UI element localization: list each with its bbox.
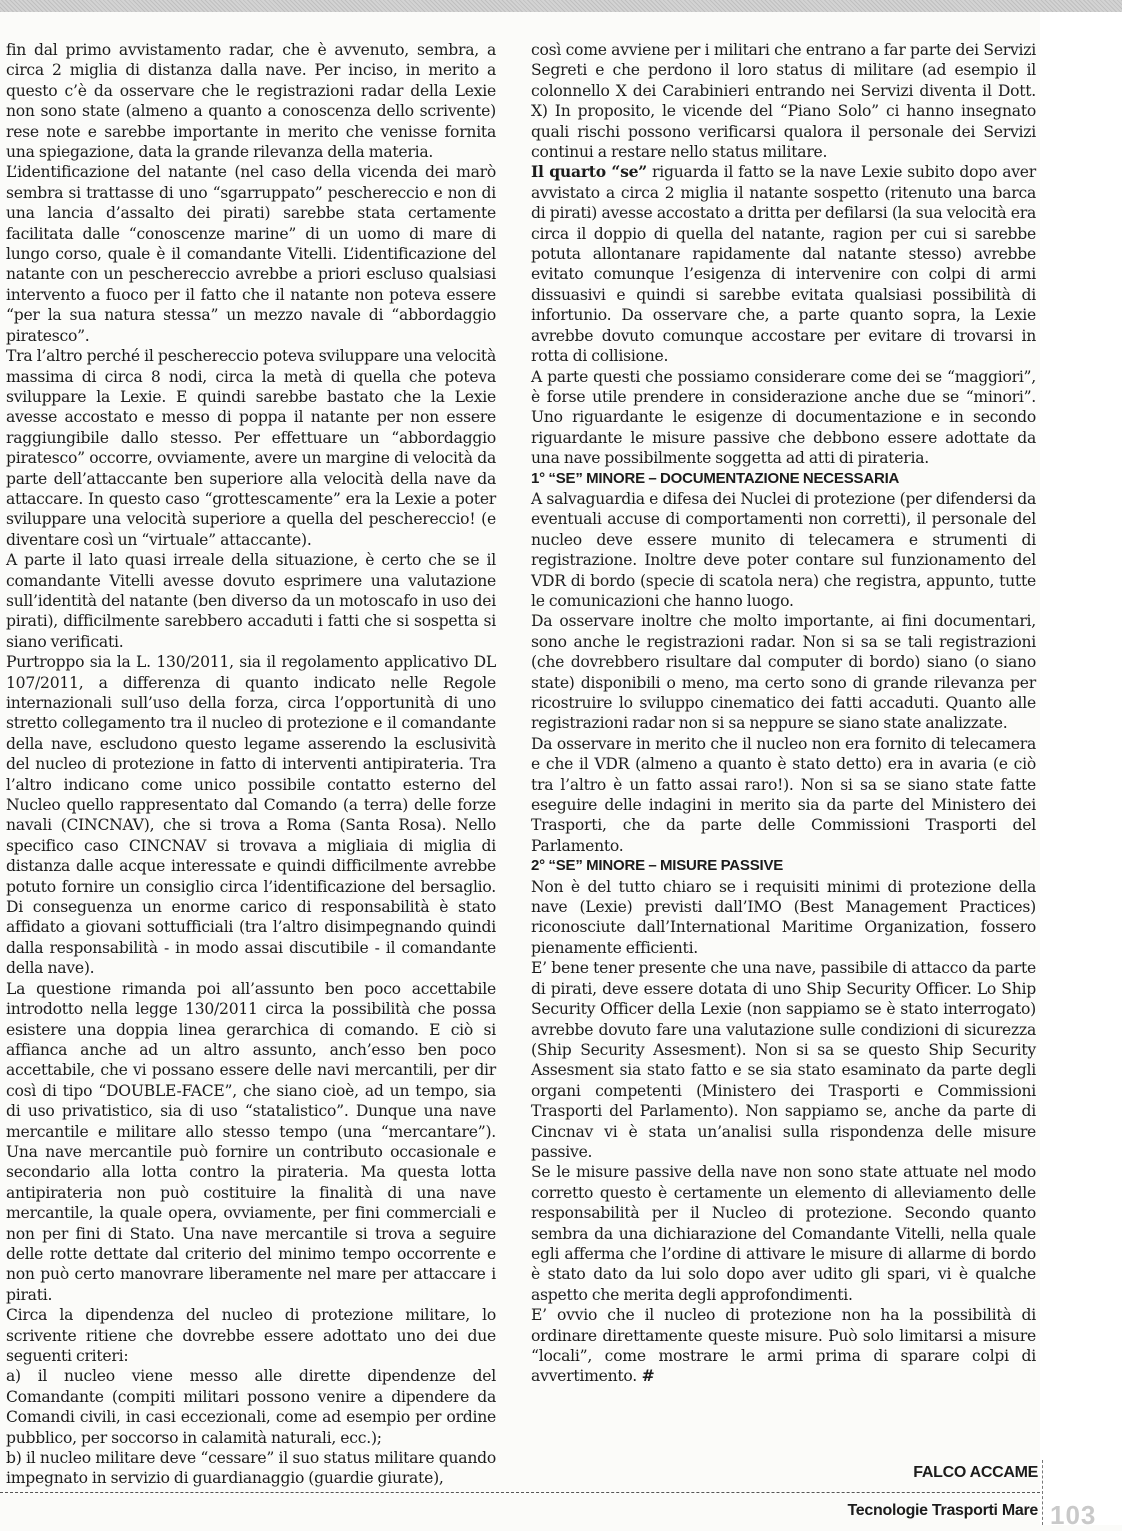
paragraph: a) il nucleo viene messo alle dirette dipendenze del Comandante (compiti militari possono venire a dipendere da Comandi civili, in casi eccezionali, come ad esempio per ordine pubblico, per soccorso in calamità naturali, ecc.); bbox=[6, 1367, 496, 1447]
paragraph: b) il nucleo militare deve “cessare” il suo status militare quando impegnato in servizio di guardianaggio (guardie giurate), bbox=[6, 1449, 496, 1488]
article-column-left bbox=[6, 40, 496, 1489]
footer-divider bbox=[0, 1492, 1040, 1493]
page-right-margin bbox=[1040, 12, 1122, 1525]
footer-vertical-divider bbox=[1042, 1460, 1043, 1525]
paragraph-text: riguarda il fatto se la nave Lexie subito dopo aver avvistato a circa 2 miglia il natante sospetto (ritenuto una barca di pirati) avesse accostato a dritta per defilarsi (la sua velocità era circa il doppio di quella del natante, ragion per cui si sarebbe potuta allontanare rapidamente dal natante stesso) avrebbe evitato comunque l’esigenza di intervenire con colpi di armi dissuasivi e quindi si sarebbe evitata qualsiasi possibilità di infortunio. Da osservare che, a parte quanto sopra, la Lexie avrebbe dovuto comunque accostare per evitare di trovarsi in rotta di collisione. bbox=[531, 163, 1036, 366]
paragraph-lead: Il quarto “se” bbox=[531, 162, 648, 182]
paragraph: fin dal primo avvistamento radar, che è avvenuto, sembra, a circa 2 miglia di distanza dalla nave. Per inciso, in merito a questo c’è da osservare che le registrazioni radar della Lexie non sono state (almeno a quanto a conoscenza dello scrivente) rese note e sarebbe importante in merito che venisse fornita una spiegazione, data la grande rilevanza della materia. bbox=[6, 41, 496, 162]
paragraph: E’ bene tener presente che una nave, passibile di attacco da parte di pirati, deve essere dotata di uno Ship Security Officer. Lo Ship Security Officer della Lexie (non sappiamo se è stato interrogato) avrebbe dovuto fare una valutazione sulle condizioni di sicurezza (Ship Security Assesment). Non si sa se questo Ship Security Assesment sia stato fatto e se sia stato esaminato da parte degli organi competenti (Ministero dei Trasporti e Commissioni Trasporti del Parlamento). Non sappiamo se, anche da parte di Cincnav vi è stata un’analisi sulla rispondenza delle misure passive. bbox=[531, 959, 1036, 1161]
scan-top-band bbox=[0, 0, 1122, 12]
paragraph: Non è del tutto chiaro se i requisiti minimi di protezione della nave (Lexie) previsti dall’IMO (Best Management Practices) riconosciute dall’International Maritime Organization, fossero pienamente efficienti. bbox=[531, 877, 1036, 957]
paragraph: Tra l’altro perché il peschereccio poteva sviluppare una velocità massima di circa 8 nodi, circa la metà di quella che poteva sviluppare la Lexie. E quindi sarebbe bastato che la Lexie avesse accostato e messo di poppa il natante per non essere raggiungibile dallo stesso. Per effettuare un “abbordaggio piratesco” occorre, ovviamente, avere un margine di velocità da parte dell’attaccante ben superiore alla velocità della nave da attaccare. In questo caso “grottescamente” era la Lexie a poter sviluppare una velocità superiore a quella del peschereccio! (e diventare così un “virtuale” attaccante). bbox=[6, 347, 496, 549]
paragraph bbox=[531, 1305, 1036, 1387]
section-heading-documentation: 1° “SE” MINORE – DOCUMENTAZIONE NECESSARIA bbox=[531, 469, 900, 487]
author-signature: FALCO ACCAME bbox=[913, 1464, 1038, 1481]
paragraph-text: E’ ovvio che il nucleo di protezione non ha la possibilità di ordinare direttamente queste misure. Può solo limitarsi a misure “locali”, come mostrare le armi prima di sparare colpi di avvertimento. bbox=[531, 1306, 1036, 1386]
paragraph: A parte il lato quasi irreale della situazione, è certo che se il comandante Vitelli avesse dovuto esprimere una valutazione sull’identità del natante (ben diverso da un motoscafo in uso dei pirati), difficilmente sarebbero accaduti i fatti che si sospetta si siano verificati. bbox=[6, 551, 496, 651]
article-column-right bbox=[531, 40, 1036, 1387]
paragraph: A parte questi che possiamo considerare come dei se “maggiori”, è forse utile prendere in considerazione anche due se “minori”. Uno riguardante le esigenze di documentazione e in secondo riguardante le misure passive che debbono essere adottate da una nave possibilmente soggetta ad atti di pirateria. bbox=[531, 367, 1036, 468]
paragraph: così come avviene per i militari che entrano a far parte dei Servizi Segreti e che perdono il loro status di militare (ad esempio il colonnello X dei Carabinieri entrando nei Servizi diventa il Dott. X) In proposito, le vicende del “Piano Solo” ci hanno insegnato quali rischi possono verificarsi qualora il personale dei Servizi continui a restare nello status militare. bbox=[531, 41, 1036, 162]
section-heading-passive-measures: 2° “SE” MINORE – MISURE PASSIVE bbox=[531, 857, 784, 875]
paragraph: Se le misure passive della nave non sono state attuate nel modo corretto questo è certamente un elemento di alleviamento delle responsabilità per il Nucleo di protezione. Secondo quanto sembra da una dichiarazione del Comandante Vitelli, nella quale egli afferma che l’ordine di attivare le misure di allarme di bordo è stato dato da lui solo dopo aver udito gli spari, vi è qualche aspetto che merita degli approfondimenti. bbox=[531, 1163, 1036, 1304]
paragraph bbox=[531, 162, 1036, 366]
magazine-name: Tecnologie Trasporti Mare bbox=[847, 1502, 1038, 1519]
paragraph: Da osservare inoltre che molto importante, ai fini documentari, sono anche le registrazioni radar. Non si sa se tali registrazioni (che dovrebbero risultare dal computer di bordo) siano (o siano state) disponibili o meno, ma certo sono di grande rilevanza per ricostruire lo sviluppo cinematico dei fatti accaduti. Quanto alle registrazioni radar non si sa neppure se siano state analizzate. bbox=[531, 612, 1036, 733]
paragraph: La questione rimanda poi all’assunto ben poco accettabile introdotto nella legge 130/2011 circa la possibilità che possa esistere una doppia linea gerarchica di comando. E ciò si affianca anche ad un altro assunto, anch’esso ben poco accettabile, che vi possano essere delle navi mercantili, per dir così di tipo “DOUBLE-FACE”, che siano cioè, ad un tempo, sia di uso privatistico, sia di uso “statalistico”. Dunque una nave mercantile e militare allo stesso tempo (una “mercantare”). Una nave mercantile può fornire un contributo occasionale e secondario alla lotta contro la pirateria. Ma questa lotta antipirateria non può costituire la finalità di una nave mercantile, la quale opera, ovviamente, per fini commerciali e non per fini di Stato. Una nave mercantile si trova a seguire delle rotte dettate dal criterio del minimo tempo occorrente e non può certo manovrare liberamente nel mare per attaccare i pirati. bbox=[6, 979, 496, 1304]
paragraph: L’identificazione del natante (nel caso della vicenda dei marò sembra si trattasse di uno “sgarruppato” peschereccio e non di una lancia d’assalto dei pirati) sarebbe stata certamente facilitata dalle “conoscenze marine” di un uomo di mare di lungo corso, quale è il comandante Vitelli. L’identificazione del natante con un peschereccio avrebbe a priori escluso qualsiasi intervento a fuoco per il fatto che il natante non poteva essere “per la sua natura stessa” un mezzo navale di “abbordaggio piratesco”. bbox=[6, 163, 496, 345]
paragraph: Da osservare in merito che il nucleo non era fornito di telecamera e che il VDR (almeno a quanto è stato detto) era in avaria (e ciò tra l’altro è un fatto assai raro!). Non si sa se siano state fatte eseguire delle indagini in merito sia da parte del Ministero dei Trasporti, che da parte delle Commissioni Trasporti del Parlamento. bbox=[531, 734, 1036, 855]
paragraph: Purtroppo sia la L. 130/2011, sia il regolamento applicativo DL 107/2011, a differenza di quanto indicato nelle Regole internazionali sull’uso della forza, circa l’opportunità di uno stretto collegamento tra il nucleo di protezione e il comandante della nave, escludono questo legame asserendo la esclusività del nucleo di protezione in fatto di interventi antipirateria. Tra l’altro indicano come unico possibile contatto esterno del Nucleo quello rappresentato dal Comando (a terra) delle forze navali (CINCNAV), che si trova a Roma (Santa Rosa). Nello specifico caso CINCNAV si trovava a migliaia di miglia di distanza dalle acque interessate e quindi difficilmente avrebbe potuto fornire un consiglio circa l’identificazione del bersaglio. Di conseguenza un enorme carico di responsabilità è stato affidato a giovani sottufficiali (tra l’altro disimpegnando quindi dalla responsabilità - in modo assai discutibile - il comandante della nave). bbox=[6, 653, 496, 978]
page-number: 103 bbox=[1050, 1500, 1097, 1530]
end-mark: # bbox=[637, 1366, 655, 1386]
paragraph: Circa la dipendenza del nucleo di protezione militare, lo scrivente ritiene che dovrebbe essere adottato uno dei due seguenti criteri: bbox=[6, 1306, 496, 1365]
paragraph: A salvaguardia e difesa dei Nuclei di protezione (per difendersi da eventuali accuse di comportamenti non corretti), il personale del nucleo deve essere munito di telecamera e strumenti di registrazione. Inoltre deve poter contare sul funzionamento del VDR di bordo (specie di scatola nera) che registra, appunto, tutte le comunicazioni che hanno luogo. bbox=[531, 489, 1036, 610]
